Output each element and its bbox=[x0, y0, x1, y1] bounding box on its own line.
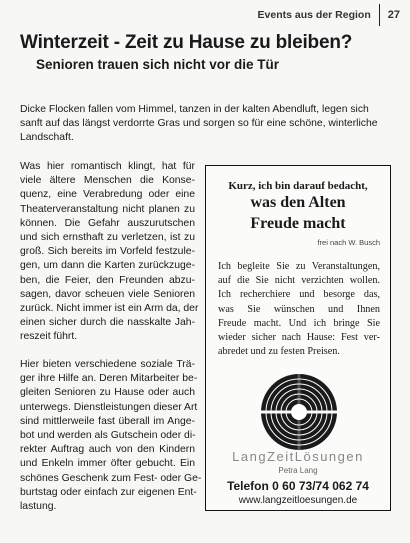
ad-headline-3: Freude macht bbox=[250, 215, 346, 232]
paragraph-line: burtstag oder einfach zur eigenen Ent- bbox=[20, 486, 197, 498]
paragraph-line: gleiten Senioren zu Hause oder auch bbox=[20, 387, 195, 399]
brand-person: Petra Lang bbox=[278, 466, 318, 475]
paragraph-line: Was hier romantisch klingt, hat für bbox=[20, 161, 195, 172]
paragraph-line: sind mittlerweile fast überall im Ange- bbox=[20, 415, 195, 427]
paragraph-line: einen sicher durch die nasskalte Jah- bbox=[20, 317, 195, 329]
ad-headline-2: was den Alten bbox=[250, 194, 346, 211]
page-number: 27 bbox=[387, 9, 400, 21]
paragraph-line: viele ältere Menschen die Konse- bbox=[20, 175, 195, 187]
ad-body-line: auf die Sie nicht verzichten wollen. bbox=[218, 275, 380, 287]
ad-phone: Telefon 0 60 73/74 062 74 bbox=[227, 479, 369, 493]
paragraph-line: können. Die Gefahr auszurutschen bbox=[20, 217, 195, 229]
paragraph-line: und sich ernsthaft zu verletzen, ist zu bbox=[20, 232, 195, 244]
ad-body-line: wieder sicher nach Hause: Fest ver- bbox=[218, 332, 380, 344]
paragraph-line: rekter Auftrag auch von den Kindern bbox=[20, 444, 195, 456]
paragraph-line: lastung. bbox=[20, 501, 57, 513]
article-subtitle: Senioren trauen sich nicht vor die Tür bbox=[36, 57, 280, 72]
article-title: Winterzeit - Zeit zu Hause zu bleiben? bbox=[20, 32, 353, 53]
paragraph-line: ben, die Feier, den Freunden abzu- bbox=[20, 274, 195, 286]
paragraph-line: zurück. Nicht immer ist ein Arm da, der bbox=[20, 303, 199, 315]
paragraph-line: ger ihre Hilfe an. Deren Mitarbeiter be- bbox=[20, 373, 198, 385]
article-paragraph-2 bbox=[20, 358, 202, 514]
paragraph-line: reszeit führt. bbox=[20, 331, 78, 343]
brand-name: LangZeitLösungen bbox=[232, 449, 364, 464]
concentric-circle-logo-icon bbox=[259, 372, 339, 452]
ad-body-line: Ich begleite Sie zu Veranstaltungen, bbox=[218, 261, 380, 272]
paragraph-line: sagen, davor scheuen viele Senioren bbox=[20, 288, 195, 300]
ad-body-line: abredet und zu festen Preisen. bbox=[218, 346, 340, 358]
ad-website: www.langzeitloesungen.de bbox=[238, 495, 358, 506]
paragraph-line: quenz, eine Verabredung oder eine bbox=[20, 189, 195, 201]
section-name: Events aus der Region bbox=[257, 9, 371, 21]
ad-quote-source: frei nach W. Busch bbox=[317, 238, 380, 247]
ad-body-line: Freude macht. Und ich bringe Sie bbox=[218, 317, 380, 329]
advertisement-box bbox=[205, 165, 391, 511]
page-header bbox=[258, 6, 410, 24]
paragraph-line: groß. Sich bereits im Vorfeld festzule- bbox=[20, 246, 195, 258]
article-paragraph-1 bbox=[20, 160, 199, 345]
paragraph-line: schönes Geschenk zum Fest- oder Ge- bbox=[20, 472, 202, 484]
paragraph-line: Theaterveranstaltung nicht planen zu bbox=[20, 203, 195, 215]
ad-body bbox=[218, 260, 380, 359]
paragraph-line: und Enkeln immer öfter gebucht. Ein bbox=[20, 458, 195, 470]
ad-headline-1: Kurz, ich bin darauf bedacht, bbox=[228, 180, 368, 192]
article-lead: Dicke Flocken fallen vom Himmel, tanzen in der kalten Abendluft, legen sich sanft auf das längst verdorrte Gras und sorgen so für eine schöne, winterliche Landschaft. bbox=[20, 104, 378, 144]
paragraph-line: bot und werden als Gutschein oder di- bbox=[20, 430, 196, 442]
paragraph-line: gen, um dann die Karten zurückzuge- bbox=[20, 260, 195, 272]
paragraph-line: Hier bieten verschiedene soziale Trä- bbox=[20, 359, 195, 370]
ad-body-line: was Sie wünschen und Ihnen bbox=[218, 303, 380, 315]
paragraph-line: unterwegs. Dienstleistungen dieser Art bbox=[20, 401, 198, 413]
ad-body-line: Ich recherchiere und besorge das, bbox=[218, 289, 380, 301]
